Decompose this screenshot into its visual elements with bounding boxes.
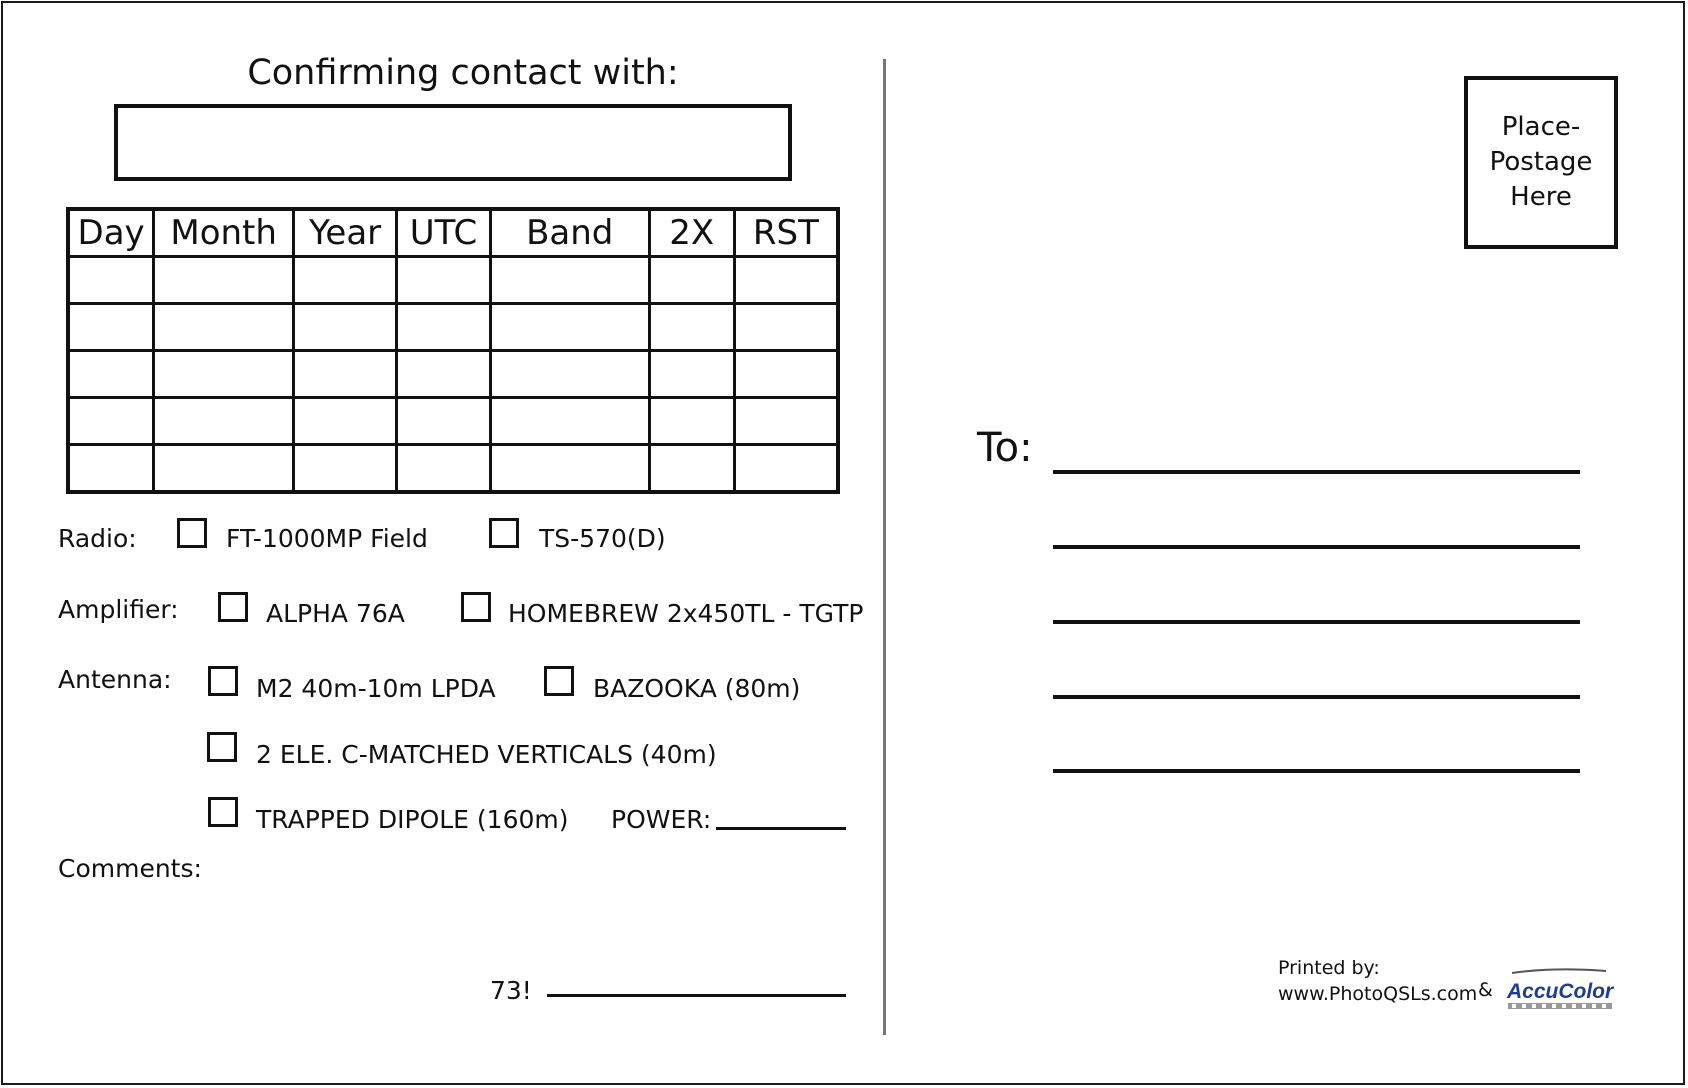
- table-body: [68, 257, 838, 493]
- table-cell[interactable]: [649, 351, 734, 398]
- table-row: [68, 257, 838, 304]
- table-cell[interactable]: [68, 304, 154, 351]
- column-header-utc: UTC: [397, 209, 491, 257]
- radio-ft1000mp-checkbox[interactable]: [177, 518, 207, 548]
- power-line[interactable]: [716, 827, 846, 830]
- postage-stamp-box: [1464, 76, 1618, 249]
- table-cell[interactable]: [397, 304, 491, 351]
- table-cell[interactable]: [154, 351, 294, 398]
- table-row: [68, 398, 838, 445]
- card-divider: [883, 59, 886, 1035]
- postage-stamp-text: Place- Postage Here: [1489, 112, 1593, 212]
- table-cell[interactable]: [649, 445, 734, 493]
- table-cell[interactable]: [154, 257, 294, 304]
- signoff-73: 73!: [490, 976, 532, 1005]
- table-cell[interactable]: [154, 445, 294, 493]
- table-cell[interactable]: [734, 351, 838, 398]
- amp-alpha76a-label: ALPHA 76A: [266, 599, 405, 628]
- antenna-verticals-checkbox[interactable]: [207, 732, 237, 762]
- table-cell[interactable]: [397, 351, 491, 398]
- column-header-rst: RST: [734, 209, 838, 257]
- svg-text:AccuColor: AccuColor: [1507, 980, 1614, 1003]
- table-cell[interactable]: [734, 257, 838, 304]
- table-cell[interactable]: [294, 257, 397, 304]
- antenna-verticals-label: 2 ELE. C-MATCHED VERTICALS (40m): [256, 740, 717, 769]
- antenna-dipole-checkbox[interactable]: [208, 797, 238, 827]
- table-cell[interactable]: [294, 304, 397, 351]
- credit-ampersand: &: [1478, 979, 1493, 1001]
- accucolor-logo: [1504, 965, 1616, 1015]
- address-line-4[interactable]: [1053, 695, 1580, 699]
- antenna-dipole-label: TRAPPED DIPOLE (160m): [256, 805, 569, 834]
- amp-alpha76a-checkbox[interactable]: [218, 592, 248, 622]
- table-cell[interactable]: [294, 445, 397, 493]
- printer-credit: [1278, 955, 1477, 1007]
- table-cell[interactable]: [154, 398, 294, 445]
- column-header-month: Month: [154, 209, 294, 257]
- printer-url: www.PhotoQSLs.com: [1278, 983, 1478, 1005]
- confirming-heading: Confirming contact with:: [247, 53, 679, 93]
- address-line-5[interactable]: [1053, 769, 1580, 773]
- table-cell[interactable]: [490, 398, 649, 445]
- address-line-2[interactable]: [1053, 545, 1580, 549]
- power-label: POWER:: [611, 805, 712, 834]
- radio-label: Radio:: [58, 524, 137, 553]
- table-cell[interactable]: [649, 304, 734, 351]
- table-cell[interactable]: [154, 304, 294, 351]
- printed-by-label: Printed by:: [1278, 957, 1380, 979]
- table-row: [68, 304, 838, 351]
- table-cell[interactable]: [68, 351, 154, 398]
- column-header-day: Day: [68, 209, 154, 257]
- signature-line[interactable]: [547, 994, 846, 997]
- table-cell[interactable]: [734, 398, 838, 445]
- table-cell[interactable]: [294, 351, 397, 398]
- callsign-box[interactable]: [114, 104, 792, 181]
- table-cell[interactable]: [490, 257, 649, 304]
- table-cell[interactable]: [68, 257, 154, 304]
- to-label: To:: [977, 425, 1033, 471]
- amplifier-label: Amplifier:: [58, 595, 179, 624]
- radio-ft1000mp-label: FT-1000MP Field: [226, 524, 428, 553]
- table-cell[interactable]: [68, 398, 154, 445]
- column-header-2x: 2X: [649, 209, 734, 257]
- table-cell[interactable]: [490, 445, 649, 493]
- table-cell[interactable]: [68, 445, 154, 493]
- table-cell[interactable]: [649, 398, 734, 445]
- table-row: [68, 445, 838, 493]
- table-cell[interactable]: [397, 445, 491, 493]
- column-header-band: Band: [490, 209, 649, 257]
- antenna-bazooka-label: BAZOOKA (80m): [593, 674, 801, 703]
- amp-homebrew-checkbox[interactable]: [461, 592, 491, 622]
- qsl-card: [1, 1, 1685, 1085]
- address-line-3[interactable]: [1053, 620, 1580, 624]
- table-header-row: [68, 209, 838, 257]
- amp-homebrew-label: HOMEBREW 2x450TL - TGTP: [508, 599, 864, 628]
- antenna-bazooka-checkbox[interactable]: [544, 666, 574, 696]
- table-cell[interactable]: [397, 398, 491, 445]
- table-cell[interactable]: [294, 398, 397, 445]
- table-cell[interactable]: [490, 351, 649, 398]
- radio-ts570-label: TS-570(D): [539, 524, 666, 553]
- accucolor-logo-graphic: [1504, 965, 1616, 1015]
- table-cell[interactable]: [490, 304, 649, 351]
- antenna-lpda-checkbox[interactable]: [208, 666, 238, 696]
- comments-label: Comments:: [58, 854, 202, 883]
- radio-ts570-checkbox[interactable]: [489, 518, 519, 548]
- antenna-lpda-label: M2 40m-10m LPDA: [256, 674, 496, 703]
- address-line-1[interactable]: [1053, 470, 1580, 474]
- column-header-year: Year: [294, 209, 397, 257]
- table-cell[interactable]: [734, 304, 838, 351]
- qso-log-table: [66, 207, 840, 494]
- table-cell[interactable]: [397, 257, 491, 304]
- antenna-label: Antenna:: [58, 665, 172, 694]
- table-cell[interactable]: [649, 257, 734, 304]
- table-cell[interactable]: [734, 445, 838, 493]
- table-row: [68, 351, 838, 398]
